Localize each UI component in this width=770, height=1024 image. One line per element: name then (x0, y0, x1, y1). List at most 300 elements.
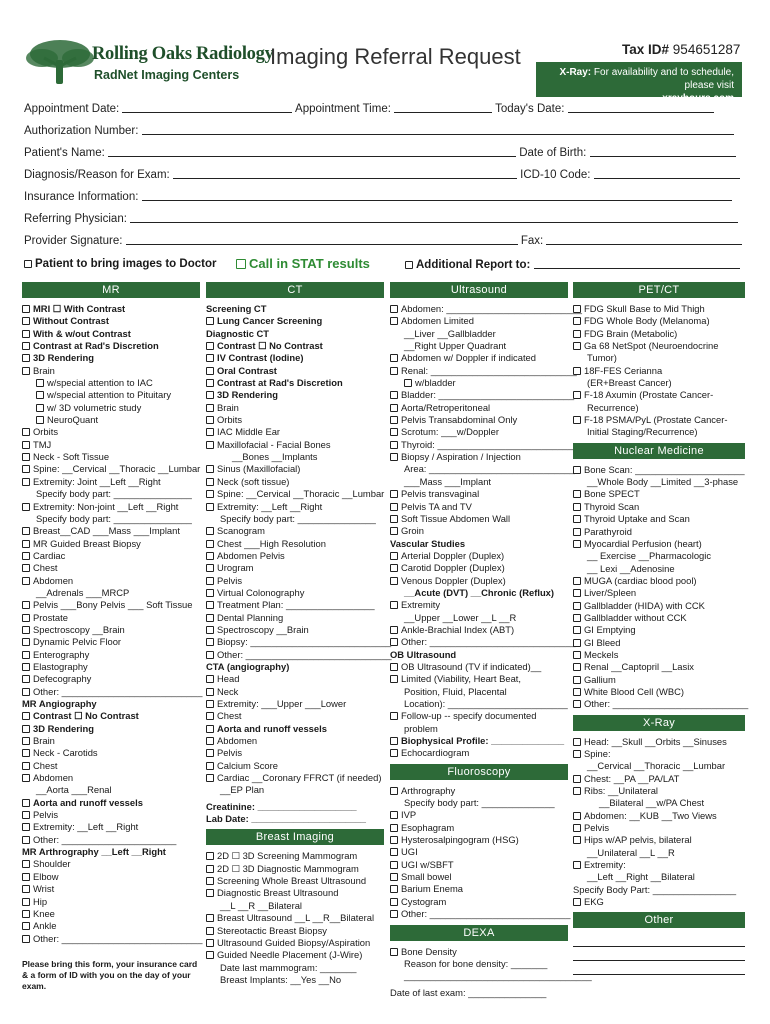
checkbox-icon (390, 836, 398, 844)
checkbox-icon (390, 515, 398, 523)
checkbox-icon (404, 379, 412, 387)
section-header-mr: MR (22, 282, 200, 298)
signature-row: Provider Signature: Fax: (24, 234, 742, 250)
list-item[interactable]: Other: ___________________________ (22, 933, 200, 945)
list-item[interactable]: Liver/Spleen (573, 587, 745, 599)
list-item[interactable]: Aorta and runoff vessels (206, 723, 384, 735)
list-item[interactable]: Meckels (573, 649, 745, 661)
checkbox-icon (22, 663, 30, 671)
checkbox-icon (22, 898, 30, 906)
list-item[interactable]: Cardiac (22, 550, 200, 562)
list-item[interactable]: Breast Ultrasound __L __R__Bilateral (206, 912, 384, 924)
list-item[interactable]: Extremity: Non-joint __Left __Right (22, 501, 200, 513)
list-item: __Acute (DVT) __Chronic (Reflux) (404, 586, 555, 598)
list-item[interactable]: Cystogram (390, 896, 568, 908)
authorization-field[interactable] (142, 124, 734, 135)
list-item[interactable]: Chest (22, 760, 200, 772)
list-item[interactable]: Biopsy: ___________________________ (206, 636, 384, 648)
list-item[interactable]: Bone Scan: _____________________ (573, 464, 745, 476)
checkbox-icon (390, 848, 398, 856)
list-item[interactable]: Spectroscopy __Brain (22, 624, 200, 636)
list-item[interactable]: Ultrasound Guided Biopsy/Aspiration (206, 937, 384, 949)
checkbox-icon (573, 330, 581, 338)
list-item[interactable]: Pelvis transvaginal (390, 488, 568, 500)
list-item[interactable]: Pelvis Transabdominal Only (390, 414, 568, 426)
list-item[interactable]: Spectroscopy __Brain (206, 624, 384, 636)
list-item[interactable]: Neck - Soft Tissue (22, 451, 200, 463)
list-item[interactable]: IAC Middle Ear (206, 426, 384, 438)
patient-name-field[interactable] (108, 146, 516, 157)
list-item[interactable]: w/special attention to IAC (22, 377, 200, 389)
diagnosis-field[interactable] (173, 168, 517, 179)
list-item: Recurrence) (587, 401, 639, 413)
list-item[interactable]: Without Contrast (22, 315, 200, 327)
list-item: Area: ____________________________ (404, 463, 576, 475)
checkbox-icon (573, 528, 581, 536)
list-item[interactable]: Ankle (22, 920, 200, 932)
checkbox-icon (573, 824, 581, 832)
other-line[interactable] (573, 947, 745, 961)
list-item[interactable]: Hips w/AP pelvis, bilateral (573, 834, 745, 846)
list-item[interactable]: Other: ____________________________ (206, 649, 384, 661)
list-item[interactable]: IV Contrast (Iodine) (206, 352, 384, 364)
other-line[interactable] (573, 933, 745, 947)
list-item: Diagnostic CT (206, 327, 270, 339)
list-item[interactable]: Thyroid: __________________________ (390, 439, 568, 451)
list-item[interactable]: Stereotactic Breast Biopsy (206, 925, 384, 937)
checkbox-icon (22, 317, 30, 325)
list-item[interactable]: IVP (390, 809, 568, 821)
todays-date-field[interactable] (568, 102, 714, 113)
list-item[interactable]: Neck - Carotids (22, 747, 200, 759)
checkbox-icon (206, 503, 214, 511)
list-item[interactable]: Carotid Doppler (Duplex) (390, 562, 568, 574)
checkbox-icon (573, 626, 581, 634)
list-item[interactable]: Defecography (22, 673, 200, 685)
checkbox-icon (573, 663, 581, 671)
checkbox-icon (390, 601, 398, 609)
list-item[interactable]: Pelvis (206, 747, 384, 759)
checkbox-icon (390, 416, 398, 424)
list-item[interactable]: FDG Skull Base to Mid Thigh (573, 303, 745, 315)
checkbox-icon (206, 589, 214, 597)
list-item[interactable]: Esophagram (390, 822, 568, 834)
list-item[interactable]: Small bowel (390, 871, 568, 883)
list-item[interactable]: F-18 Axumin (Prostate Cancer- (573, 389, 745, 401)
pet-ct-column (573, 282, 749, 975)
list-item[interactable]: Bone Density (390, 946, 568, 958)
list-item[interactable]: Shoulder (22, 858, 200, 870)
list-item[interactable]: Gallbladder (HIDA) with CCK (573, 600, 745, 612)
checkbox-icon (573, 515, 581, 523)
checkbox-icon (390, 404, 398, 412)
list-item[interactable]: Oral Contrast (206, 365, 384, 377)
checkbox-icon (22, 305, 30, 313)
list-item[interactable]: Ga 68 NetSpot (Neuroendocrine (573, 340, 745, 352)
checkbox-icon (22, 527, 30, 535)
signature-field[interactable] (126, 234, 518, 245)
list-item[interactable]: Chest (206, 710, 384, 722)
list-item[interactable]: Ribs: __Unilateral (573, 785, 745, 797)
list-item[interactable]: Pelvis (573, 822, 745, 834)
list-item[interactable]: Chest (22, 562, 200, 574)
list-item[interactable]: Extremity: __Left __Right (206, 501, 384, 513)
list-item[interactable]: Contrast ☐ No Contrast (22, 710, 200, 722)
list-item[interactable]: Barium Enema (390, 883, 568, 895)
list-item[interactable]: Gallbladder without CCK (573, 612, 745, 624)
physician-field[interactable] (130, 212, 738, 223)
checkbox-icon (22, 354, 30, 362)
other-line[interactable] (573, 961, 745, 975)
checkbox-icon (22, 774, 30, 782)
checkbox-icon (22, 367, 30, 375)
list-item[interactable]: Elastography (22, 661, 200, 673)
list-item[interactable]: Abdomen (22, 772, 200, 784)
list-item[interactable]: Extremity: (573, 859, 745, 871)
checkbox-icon (22, 330, 30, 338)
list-item[interactable]: Pelvis TA and TV (390, 501, 568, 513)
list-item[interactable]: Spine: __Cervical __Thoracic __Lumbar (206, 488, 384, 500)
list-item[interactable]: Maxillofacial - Facial Bones (206, 439, 384, 451)
auth-row: Authorization Number: (24, 124, 734, 140)
checkbox-icon (390, 861, 398, 869)
list-item: __Right Upper Quadrant (404, 340, 507, 352)
list-item[interactable]: Biophysical Profile: ______________ (390, 735, 568, 747)
list-item: __Whole Body __Limited __3-phase (587, 476, 739, 488)
list-item[interactable]: Soft Tissue Abdomen Wall (390, 513, 568, 525)
checkbox-icon (390, 552, 398, 560)
list-item[interactable]: Hip (22, 896, 200, 908)
checkbox-icon (573, 812, 581, 820)
list-item[interactable]: UGI (390, 846, 568, 858)
list-item[interactable]: Guided Needle Placement (J-Wire) (206, 949, 384, 961)
section-header-other: Other (573, 912, 745, 928)
list-item[interactable]: Abdomen (22, 575, 200, 587)
checkbox-icon (573, 367, 581, 375)
list-item[interactable]: Follow-up -- specify documented (390, 710, 568, 722)
checkbox-icon (206, 927, 214, 935)
checkbox-icon (390, 428, 398, 436)
patient-row: Patient's Name: Date of Birth: (24, 146, 736, 162)
list-item[interactable]: Cardiac __Coronary FFRCT (if needed) (206, 772, 384, 784)
checkbox-icon (573, 589, 581, 597)
list-item[interactable]: Abdomen Limited (390, 315, 568, 327)
checkbox-icon (573, 639, 581, 647)
list-item[interactable]: Contrast at Rad's Discretion (22, 340, 200, 352)
list-item[interactable]: Other: ______________________ (22, 834, 200, 846)
xray-link[interactable]: xrayhours.com (662, 93, 734, 104)
list-item[interactable]: Abdomen Pelvis (206, 550, 384, 562)
list-item[interactable]: Extremity: ___Upper ___Lower (206, 698, 384, 710)
checkbox-icon (206, 626, 214, 634)
checkbox-icon (22, 441, 30, 449)
ct-column (206, 282, 392, 986)
list-item[interactable]: Lung Cancer Screening (206, 315, 384, 327)
list-item[interactable]: MR Guided Breast Biopsy (22, 538, 200, 550)
checkbox-icon (206, 638, 214, 646)
list-item: __Cervical __Thoracic __Lumbar (587, 760, 726, 772)
checkbox-icon (390, 305, 398, 313)
list-item: __Left __Right __Bilateral (587, 871, 695, 883)
list-item[interactable]: Enterography (22, 649, 200, 661)
checkbox-icon (390, 453, 398, 461)
list-item[interactable]: Contrast ☐ No Contrast (206, 340, 384, 352)
list-item[interactable]: 3D Rendering (22, 352, 200, 364)
list-item[interactable]: Contrast at Rad's Discretion (206, 377, 384, 389)
list-item[interactable]: Head (206, 673, 384, 685)
list-item[interactable]: FDG Whole Body (Melanoma) (573, 315, 745, 327)
checkbox-icon (573, 775, 581, 783)
mr-column (22, 282, 203, 992)
additional-report-option[interactable]: Additional Report to: (405, 258, 740, 271)
list-item[interactable]: 3D Rendering (22, 723, 200, 735)
list-item[interactable]: w/special attention to Pituitary (22, 389, 200, 401)
list-item[interactable]: UGI w/SBFT (390, 859, 568, 871)
list-item[interactable]: Knee (22, 908, 200, 920)
list-item: __ Exercise __Pharmacologic (587, 550, 712, 562)
list-item[interactable]: Diagnostic Breast Ultrasound (206, 887, 384, 899)
checkbox-icon (206, 342, 214, 350)
list-item[interactable]: Parathyroid (573, 526, 745, 538)
list-item[interactable]: With & w/out Contrast (22, 328, 200, 340)
list-item[interactable]: 2D ☐ 3D Screening Mammogram (206, 850, 384, 862)
list-item[interactable]: 18F-FES Cerianna (573, 365, 745, 377)
checkbox-icon (390, 948, 398, 956)
list-item[interactable]: GI Emptying (573, 624, 745, 636)
list-item: Location): _______________________ (404, 698, 568, 709)
list-item[interactable]: Other: ___________________________ (390, 908, 568, 920)
list-item[interactable]: Elbow (22, 871, 200, 883)
list-item[interactable]: Renal: ____________________________ (390, 365, 568, 377)
list-item[interactable]: Abdomen (206, 735, 384, 747)
fax-field[interactable] (546, 234, 742, 245)
physician-row: Referring Physician: (24, 212, 738, 228)
list-item[interactable]: Other: ____________________________ (390, 636, 568, 648)
checkbox-icon (22, 564, 30, 572)
list-item[interactable]: White Blood Cell (WBC) (573, 686, 745, 698)
stat-results-option[interactable]: Call in STAT results (236, 256, 370, 271)
checkbox-icon (206, 367, 214, 375)
list-item[interactable]: Chest: __PA __PA/LAT (573, 773, 745, 785)
checkbox-icon (390, 441, 398, 449)
checkbox-icon (206, 877, 214, 885)
list-item[interactable]: w/bladder (390, 377, 568, 389)
header (0, 0, 770, 104)
checkbox-icon (206, 391, 214, 399)
appointment-time-field[interactable] (394, 102, 492, 113)
list-item[interactable]: Dental Planning (206, 612, 384, 624)
list-item[interactable]: Spine: __Cervical __Thoracic __Lumbar (22, 463, 200, 475)
section-header-ct: CT (206, 282, 384, 298)
oak-tree-logo (22, 36, 96, 88)
list-item[interactable]: Chest ___High Resolution (206, 538, 384, 550)
list-item[interactable]: Pelvis (206, 575, 384, 587)
checkbox-icon (22, 638, 30, 646)
list-item[interactable]: Sinus (Maxillofacial) (206, 463, 384, 475)
checkbox-icon (390, 564, 398, 572)
list-item: Specify body part: ______________ (404, 797, 555, 809)
list-item[interactable]: Extremity: __Left __Right (22, 821, 200, 833)
checkbox-icon (22, 503, 30, 511)
insurance-row: Insurance Information: (24, 190, 732, 206)
list-item[interactable]: Arthrography (390, 785, 568, 797)
list-item[interactable]: Neck (soft tissue) (206, 476, 384, 488)
list-item[interactable]: Renal __Captopril __Lasix (573, 661, 745, 673)
list-item: Reason for bone density: _______ (404, 957, 548, 969)
list-item[interactable]: Spine: (573, 748, 745, 760)
list-item[interactable]: Screening Whole Breast Ultrasound (206, 875, 384, 887)
list-item[interactable]: FDG Brain (Metabolic) (573, 328, 745, 340)
list-item[interactable]: Brain (206, 402, 384, 414)
list-item[interactable]: Head: __Skull __Orbits __Sinuses (573, 736, 745, 748)
list-item: __Bones __Implants (232, 451, 318, 463)
list-item[interactable]: 2D ☐ 3D Diagnostic Mammogram (206, 863, 384, 875)
insurance-field[interactable] (142, 190, 732, 201)
list-item: ___Mass ___Implant (404, 475, 492, 487)
checkbox-icon (22, 552, 30, 560)
checkbox-icon (206, 737, 214, 745)
section-header-dexa: DEXA (390, 925, 568, 941)
checkbox-icon (22, 614, 30, 622)
list-item[interactable]: Extremity: Joint __Left __Right (22, 476, 200, 488)
checkbox-icon (573, 540, 581, 548)
list-item[interactable]: Extremity (390, 599, 568, 611)
list-item: Screening CT (206, 303, 267, 314)
checkbox-icon (22, 577, 30, 585)
list-item[interactable]: Breast__CAD ___Mass ___Implant (22, 525, 200, 537)
checkbox-icon (390, 885, 398, 893)
checkbox-icon (206, 416, 214, 424)
list-item[interactable]: GI Bleed (573, 637, 745, 649)
list-item[interactable]: Biopsy / Aspiration / Injection (390, 451, 568, 463)
checkbox-icon (573, 503, 581, 511)
list-item[interactable]: Brain (22, 735, 200, 747)
list-item[interactable]: Venous Doppler (Duplex) (390, 575, 568, 587)
list-item[interactable]: Gallium (573, 674, 745, 686)
list-item[interactable]: Other: __________________________ (573, 698, 745, 710)
list-item[interactable]: Echocardiogram (390, 747, 568, 759)
checkbox-icon (206, 527, 214, 535)
checkbox-icon (206, 577, 214, 585)
list-item: MR Angiography (22, 698, 97, 709)
list-item[interactable]: Abdomen: __________________________ (390, 303, 568, 315)
list-item[interactable]: Brain (22, 365, 200, 377)
list-item: (ER+Breast Cancer) (587, 377, 672, 389)
list-item[interactable]: w/ 3D volumetric study (22, 402, 200, 414)
dob-field[interactable] (590, 146, 736, 157)
list-item[interactable]: TMJ (22, 439, 200, 451)
list-item[interactable]: 3D Rendering (206, 389, 384, 401)
list-item[interactable]: Treatment Plan: _________________ (206, 599, 384, 611)
list-item[interactable]: Prostate (22, 612, 200, 624)
list-item[interactable]: Hysterosalpingogram (HSG) (390, 834, 568, 846)
checkbox-icon (206, 762, 214, 770)
checkbox-icon (22, 823, 30, 831)
list-item[interactable]: Calcium Score (206, 760, 384, 772)
section-header-ultrasound: Ultrasound (390, 282, 568, 298)
checkbox-icon (206, 404, 214, 412)
list-item[interactable]: Arterial Doppler (Duplex) (390, 550, 568, 562)
checkbox-icon (236, 259, 246, 269)
checkbox-icon (206, 688, 214, 696)
list-item[interactable]: Groin (390, 525, 568, 537)
list-item[interactable]: OB Ultrasound (TV if indicated)__ (390, 661, 568, 673)
list-item[interactable]: Urogram (206, 562, 384, 574)
checkbox-icon (206, 379, 214, 387)
list-item[interactable]: Orbits (206, 414, 384, 426)
checkbox-icon (390, 811, 398, 819)
checkbox-icon (390, 391, 398, 399)
list-item[interactable]: Aorta and runoff vessels (22, 797, 200, 809)
checkbox-icon (573, 676, 581, 684)
list-item: MR Arthrography __Left __Right (22, 846, 166, 858)
bring-images-option[interactable]: Patient to bring images to Doctor (24, 258, 216, 270)
ultrasound-column (390, 282, 592, 999)
appointment-row: Appointment Date: Appointment Time: Today's Date: (24, 102, 714, 118)
list-item[interactable]: Thyroid Scan (573, 501, 745, 513)
section-header-fluoroscopy: Fluoroscopy (390, 764, 568, 780)
form-title: Imaging Referral Request (270, 44, 521, 69)
list-item[interactable]: Pelvis (22, 809, 200, 821)
list-item: Specify body part: _______________ (220, 512, 376, 524)
checkbox-icon (573, 651, 581, 659)
checkbox-icon (390, 898, 398, 906)
list-item[interactable]: Neck (206, 686, 384, 698)
checkbox-icon (206, 490, 214, 498)
list-item[interactable]: MUGA (cardiac blood pool) (573, 575, 745, 587)
list-item[interactable]: Abdomen: __KUB __Two Views (573, 810, 745, 822)
appointment-date-field[interactable] (122, 102, 292, 113)
checkbox-icon (573, 898, 581, 906)
list-item[interactable]: EKG (573, 896, 745, 908)
list-item[interactable]: Thyroid Uptake and Scan (573, 513, 745, 525)
list-item: Vascular Studies (390, 537, 466, 549)
checkbox-icon (390, 354, 398, 362)
checkbox-icon (206, 317, 214, 325)
checkbox-icon (573, 391, 581, 399)
list-item[interactable]: F-18 PSMA/PyL (Prostate Cancer- (573, 414, 745, 426)
list-item[interactable]: Bone SPECT (573, 488, 745, 500)
xray-info-box: X-Ray: For availability and to schedule, please visit xrayhours.com (536, 62, 742, 97)
checkbox-icon (206, 614, 214, 622)
list-item: __EP Plan (220, 784, 265, 796)
list-item[interactable]: Limited (Viability, Heart Beat, (390, 673, 568, 685)
checkbox-icon (206, 478, 214, 486)
list-item[interactable]: Dynamic Pelvic Floor (22, 636, 200, 648)
list-item[interactable]: Scanogram (206, 525, 384, 537)
checkbox-icon (573, 750, 581, 758)
list-item[interactable]: Ankle-Brachial Index (ABT) (390, 624, 568, 636)
list-item[interactable]: Bladder: __________________________ (390, 389, 568, 401)
list-item[interactable]: Wrist (22, 883, 200, 895)
list-item[interactable]: Abdomen w/ Doppler if indicated (390, 352, 568, 364)
list-item[interactable]: Aorta/Retroperitoneal (390, 402, 568, 414)
checkbox-icon (22, 453, 30, 461)
checkbox-icon (573, 688, 581, 696)
list-item[interactable]: Scrotum: ___w/Doppler (390, 426, 568, 438)
list-item[interactable]: Orbits (22, 426, 200, 438)
list-item[interactable]: MRI ☐ With Contrast (22, 303, 200, 315)
icd-field[interactable] (594, 168, 740, 179)
list-item[interactable]: Virtual Colonography (206, 587, 384, 599)
list-item[interactable]: NeuroQuant (22, 414, 200, 426)
checkbox-icon (390, 824, 398, 832)
checkbox-icon (390, 638, 398, 646)
checkbox-icon (22, 651, 30, 659)
list-item[interactable]: Pelvis ___Bony Pelvis ___ Soft Tissue (22, 599, 200, 611)
list-item[interactable]: Other: ___________________________ (22, 686, 200, 698)
list-item[interactable]: Myocardial Perfusion (heart) (573, 538, 745, 550)
